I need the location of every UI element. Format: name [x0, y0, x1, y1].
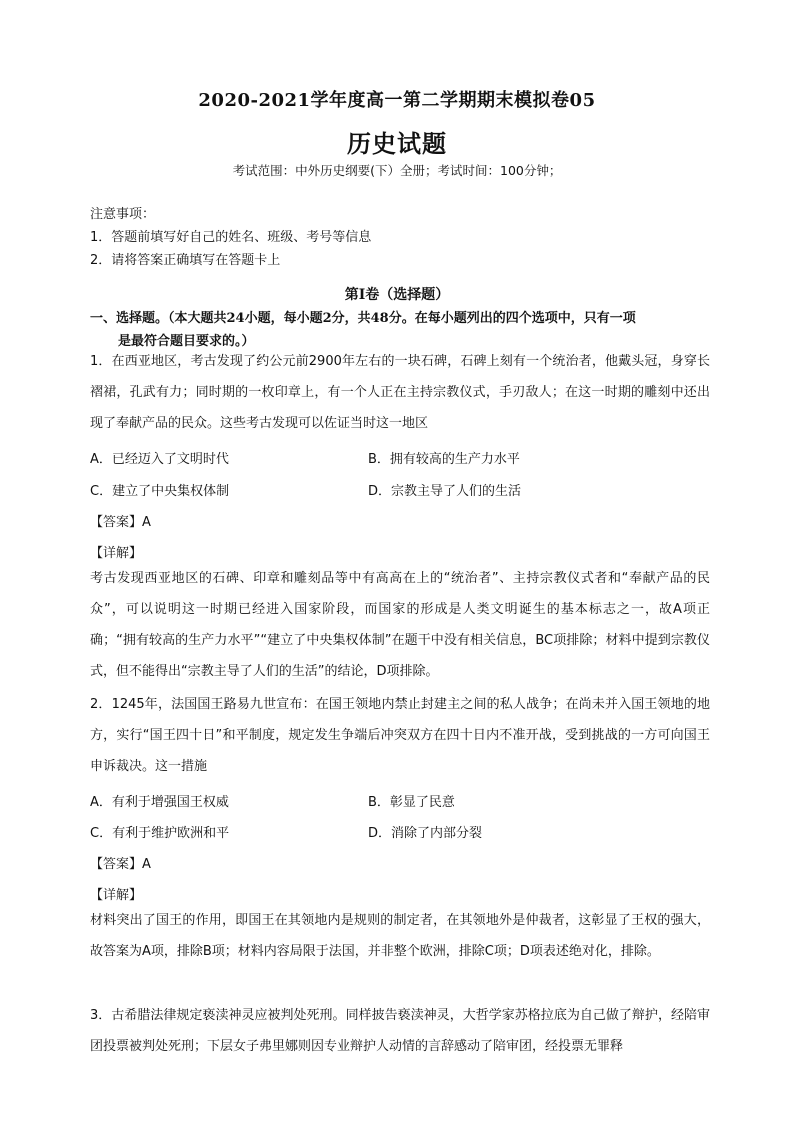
section-instruction-line1: 一、选择题。（本大题共24小题，每小题2分，共48分。在每小题列出的四个选项中，只有一项	[90, 311, 636, 326]
question-1-option-a: A．已经迈入了文明时代	[90, 452, 229, 467]
notice-item-1: 1．答题前填写好自己的姓名、班级、考号等信息	[90, 230, 372, 245]
exam-info: 考试范围：中外历史纲要(下）全册；考试时间：100分钟；	[232, 163, 562, 178]
question-2-explain-label: 【详解】	[90, 888, 143, 903]
notice-heading: 注意事项：	[90, 207, 156, 222]
subject-title: 历史试题	[347, 129, 447, 158]
section-title: 第I卷（选择题）	[344, 287, 450, 303]
section-instruction-line2: 是最符合题目要求的。）	[118, 334, 255, 349]
question-2-explanation: 材料突出了国王的作用，即国王在其领地内是规则的制定者，在其领地外是仲裁者，这彰显了王权的强大，故答案为A项，排除B项；材料内容局限于法国，并非整个欧洲，排除C项；D项表述绝对化，排除。	[90, 913, 710, 959]
question-1-stem: 1．在西亚地区，考古发现了约公元前2900年左右的一块石碑，石碑上刻有一个统治者，他戴头冠，身穿长褶裙，孔武有力；同时期的一枚印章上，有一个人正在主持宗教仪式，手刃敌人；在这一时期的雕刻中还出现了奉献产品的民众。这些考古发现可以佐证当时这一地区	[90, 354, 710, 431]
question-2-option-b: B．彰显了民意	[368, 795, 455, 810]
question-1-option-c: C．建立了中央集权体制	[90, 484, 230, 499]
question-1-option-b: B．拥有较高的生产力水平	[368, 452, 520, 467]
question-2-answer: 【答案】A	[90, 857, 151, 872]
question-1-option-d: D．宗教主导了人们的生活	[368, 484, 522, 499]
question-1-explain-label: 【详解】	[90, 546, 143, 561]
question-1-answer: 【答案】A	[90, 515, 151, 530]
question-2-option-c: C．有利于维护欧洲和平	[90, 826, 230, 841]
question-1-explanation: 考古发现西亚地区的石碑、印章和雕刻品等中有高高在上的“统治者”、主持宗教仪式者和“奉献产品的民众”，可以说明这一时期已经进入国家阶段，而国家的形成是人类文明诞生的基本标志之一，故A项正确；“拥有较高的生产力水平”“建立了中央集权体制”在题干中没有相关信息，BC项排除；材料中提到宗教仪式，但不能得出“宗教主导了人们的生活”的结论，D项排除。	[90, 571, 710, 679]
notice-item-2: 2．请将答案正确填写在答题卡上	[90, 253, 281, 268]
question-2-stem: 2．1245年，法国国王路易九世宣布：在国王领地内禁止封建主之间的私人战争；在尚未并入国王领地的地方，实行“国王四十日”和平制度，规定发生争端后冲突双方在四十日内不准开战，受到挑战的一方可向国王申诉裁决。这一措施	[90, 697, 710, 774]
question-2-option-d: D．消除了内部分裂	[368, 826, 483, 841]
question-2-option-a: A．有利于增强国王权威	[90, 795, 229, 810]
question-3-stem: 3．古希腊法律规定亵渎神灵应被判处死刑。同样披告亵渎神灵，大哲学家苏格拉底为自己做了辩护，经陪审团投票被判处死刑；下层女子弗里娜则因专业辩护人动情的言辞感动了陪审团，经投票无罪释	[90, 1008, 710, 1054]
exam-title: 2020-2021学年度高一第二学期期末模拟卷05	[198, 90, 596, 111]
